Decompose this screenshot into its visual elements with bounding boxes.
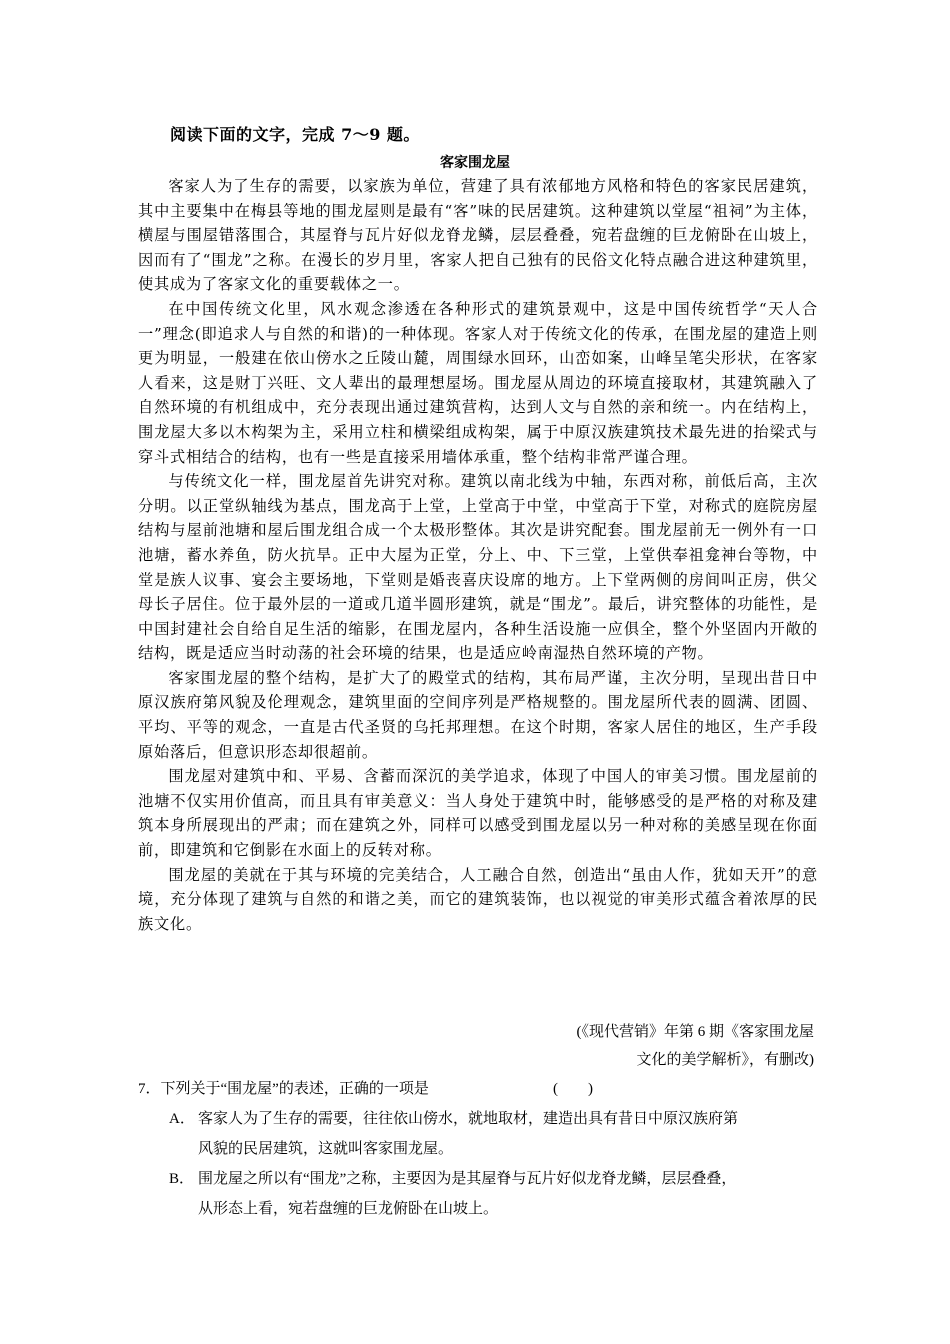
source-line: 文化的美学解析》，有删改) bbox=[636, 1052, 814, 1068]
article-body bbox=[138, 174, 818, 936]
question-7 bbox=[138, 1074, 828, 1224]
article-source bbox=[577, 1018, 815, 1074]
option-text: 客家人为了生存的需要，往往依山傍水，就地取材，建造出具有昔日中原汉族府第风貌的民居建筑，这就叫客家围龙屋。 bbox=[198, 1111, 739, 1157]
article-paragraph: 在中国传统文化里，风水观念渗透在各种形式的建筑景观中，这是中国传统哲学“天人合一”理念(即追求人与自然的和谐)的一种体现。客家人对于传统文化的传承，在围龙屋的建造上则更为明显，一般建在依山傍水之丘陵山麓，周围绿水回环，山峦如案，山峰呈笔尖形状，在客家人看来，这是财丁兴旺、文人辈出的最理想屋场。围龙屋从周边的环境直接取材，其建筑融入了自然环境的有机组成中，充分表现出通过建筑营构，达到人文与自然的亲和统一。内在结构上，围龙屋大多以木构架为主，采用立柱和横梁组成构架，属于中原汉族建筑技术最先进的抬梁式与穿斗式相结合的结构，也有一些是直接采用墙体承重，整个结构非常严谨合理。 bbox=[138, 299, 818, 466]
answer-bracket: ( ) bbox=[553, 1081, 593, 1097]
article-paragraph: 围龙屋对建筑中和、平易、含蓄而深沉的美学追求，体现了中国人的审美习惯。围龙屋前的池塘不仅实用价值高，而且具有审美意义：当人身处于建筑中时，能够感受的是严格的对称及建筑本身所展现出的严肃；而在建筑之外，同样可以感受到围龙屋以另一种对称的美感呈现在你面前，即建筑和它倒影在水面上的反转对称。 bbox=[138, 767, 818, 860]
question-stem-row bbox=[138, 1074, 828, 1104]
article-paragraph: 与传统文化一样，围龙屋首先讲究对称。建筑以南北线为中轴，东西对称，前低后高，主次分明。以正堂纵轴线为基点，围龙高于上堂，上堂高于中堂，中堂高于下堂，对称式的庭院房屋结构与屋前池塘和屋后围龙组合成一个太极形整体。其次是讲究配套。围龙屋前无一例外有一口池塘，蓄水养鱼，防火抗旱。正中大屋为正堂，分上、中、下三堂，上堂供奉祖龛神台等物，中堂是族人议事、宴会主要场地，下堂则是婚丧喜庆设席的地方。上下堂两侧的房间叫正房，供父母长子居住。位于最外层的一道或几道半圆形建筑，就是“围龙”。最后，讲究整体的功能性，是中国封建社会自给自足生活的缩影，在围龙屋内，各种生活设施一应俱全，整个外坚固内开敞的结构，既是适应当时动荡的社会环境的结果，也是适应岭南湿热自然环境的产物。 bbox=[138, 472, 818, 663]
option-text: 围龙屋之所以有“围龙”之称，主要因为是其屋脊与瓦片好似龙脊龙鳞，层层叠叠，从形态上看，宛若盘缠的巨龙俯卧在山坡上。 bbox=[198, 1171, 737, 1217]
source-line: (《现代营销》年第 6 期《客家围龙屋 bbox=[576, 1024, 814, 1040]
option-a bbox=[169, 1104, 828, 1164]
option-letter: A． bbox=[169, 1111, 195, 1127]
option-letter: B． bbox=[169, 1171, 195, 1187]
reading-instruction: 阅读下面的文字，完成 7～9 题。 bbox=[170, 125, 420, 144]
article-paragraph: 围龙屋的美就在于其与环境的完美结合，人工融合自然，创造出“虽由人作，犹如天开”的意境，充分体现了建筑与自然的和谐之美，而它的建筑装饰，也以视觉的审美形式蕴含着浓厚的民族文化。 bbox=[138, 865, 819, 933]
article-paragraph: 客家人为了生存的需要，以家族为单位，营建了具有浓郁地方风格和特色的客家民居建筑，其中主要集中在梅县等地的围龙屋则是最有“客”味的民居建筑。这种建筑以堂屋“祖祠”为主体，横屋与围屋错落围合，其屋脊与瓦片好似龙脊龙鳞，层层叠叠，宛若盘缠的巨龙俯卧在山坡上，因而有了“围龙”之称。在漫长的岁月里，客家人把自己独有的民俗文化特点融合进这种建筑里，使其成为了客家文化的重要载体之一。 bbox=[138, 177, 818, 294]
question-stem: 7．下列关于“围龙屋”的表述，正确的一项是 bbox=[138, 1081, 429, 1097]
option-b bbox=[169, 1164, 828, 1224]
article-title: 客家围龙屋 bbox=[440, 155, 510, 171]
article-paragraph: 客家围龙屋的整个结构，是扩大了的殿堂式的结构，其布局严谨，主次分明，呈现出昔日中原汉族府第风貌及伦理观念，建筑里面的空间序列是严格规整的。围龙屋所代表的圆满、团圆、平均、平等的观念，一直是古代圣贤的乌托邦理想。在这个时期，客家人居住的地区，生产手段原始落后，但意识形态却很超前。 bbox=[138, 668, 818, 761]
